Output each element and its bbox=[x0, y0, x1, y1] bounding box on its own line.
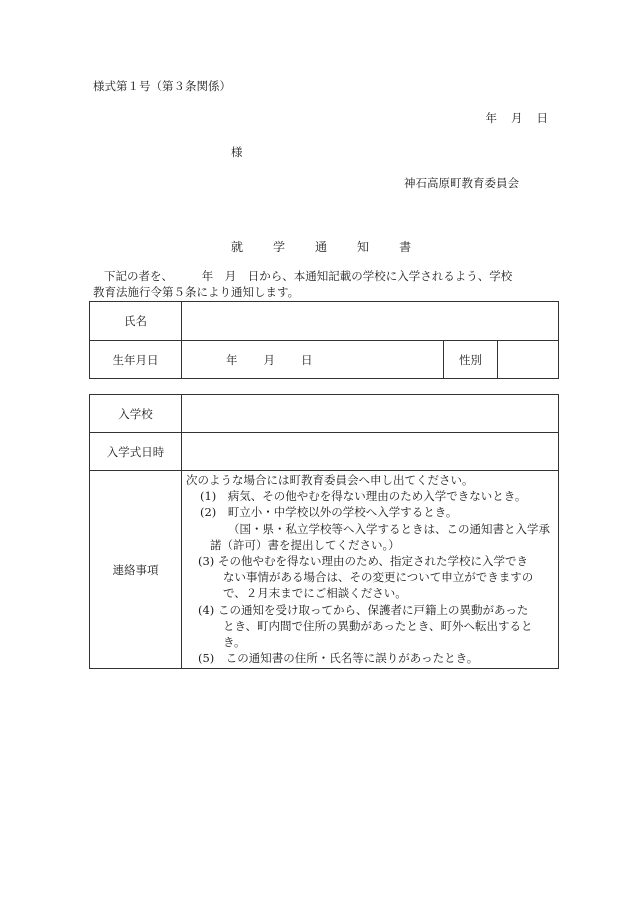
date-year-label: 年 bbox=[485, 111, 497, 125]
notes-content bbox=[182, 471, 559, 669]
name-label: 氏名 bbox=[90, 302, 182, 341]
birthdate-label: 生年月日 bbox=[90, 341, 182, 379]
intro-line-1: 下記の者を、 年 月 日から、本通知記載の学校に入学されるよう、学校 bbox=[104, 269, 513, 283]
issuer-name: 神石高原町教育委員会 bbox=[404, 176, 519, 190]
issue-date bbox=[486, 110, 549, 126]
notes-line: で、２月末までにご相談ください。 bbox=[223, 586, 407, 601]
gender-label: 性別 bbox=[444, 341, 498, 379]
birth-year-label: 年 bbox=[226, 352, 238, 367]
notes-line: (4) この通知を受け取ってから、保護者に戸籍上の異動があった bbox=[198, 602, 529, 617]
notes-line: 次のような場合には町教育委員会へ申し出てください。 bbox=[186, 473, 474, 487]
title-char: 通 bbox=[315, 240, 328, 254]
date-month-label: 月 bbox=[511, 111, 523, 125]
title-char: 就 bbox=[231, 240, 244, 254]
gender-field[interactable] bbox=[498, 341, 559, 379]
title-char: 学 bbox=[273, 240, 286, 254]
school-label: 入学校 bbox=[90, 395, 182, 433]
form-number: 様式第１号（第３条関係） bbox=[93, 79, 231, 93]
notes-line: （国・県・私立学校等へ入学するときは、この通知書と入学承 bbox=[228, 521, 550, 536]
title-char: 書 bbox=[399, 240, 412, 254]
notes-line: (2) 町立小・中学校以外の学校へ入学するとき。 bbox=[200, 505, 458, 520]
ceremony-datetime-label: 入学式日時 bbox=[90, 433, 182, 471]
addressee-suffix: 様 bbox=[231, 145, 243, 159]
notes-line: とき、町内間で住所の異動があったとき、町外へ転出すると bbox=[223, 618, 533, 633]
notes-line: (5) この通知書の住所・氏名等に誤りがあったとき。 bbox=[198, 651, 479, 666]
title-char: 知 bbox=[357, 240, 370, 254]
notes-line: き。 bbox=[223, 635, 246, 650]
birth-day-label: 日 bbox=[301, 352, 313, 367]
intro-line-2: 教育法施行令第５条により通知します。 bbox=[93, 285, 300, 299]
birth-month-label: 月 bbox=[263, 352, 275, 367]
document-title bbox=[231, 238, 411, 255]
name-field[interactable] bbox=[182, 302, 559, 341]
birthdate-field[interactable] bbox=[182, 341, 444, 379]
notes-line: ない事情がある場合は、その変更について申立ができますの bbox=[223, 570, 534, 585]
school-info-table bbox=[89, 394, 559, 669]
ceremony-datetime-field[interactable] bbox=[182, 433, 559, 471]
school-field[interactable] bbox=[182, 395, 559, 433]
notes-line: 諾（許可）書を提出してください。） bbox=[210, 537, 400, 552]
student-info-table bbox=[89, 301, 559, 379]
date-day-label: 日 bbox=[536, 111, 548, 125]
notes-line: (3) その他やむを得ない理由のため、指定された学校に入学でき bbox=[198, 554, 528, 569]
notes-label: 連絡事項 bbox=[90, 471, 182, 669]
notes-line: (1) 病気、その他やむを得ない理由のため入学できないとき。 bbox=[200, 489, 527, 504]
